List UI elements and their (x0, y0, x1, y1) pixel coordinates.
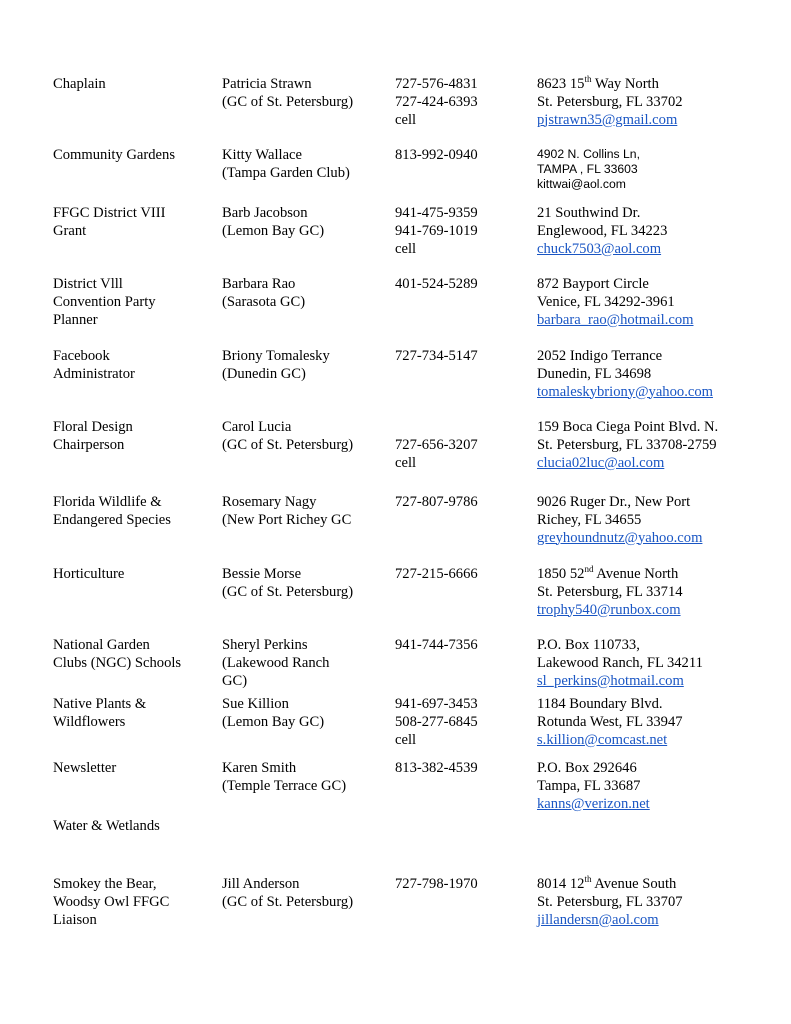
committee-role (53, 276, 213, 329)
email-link[interactable]: sl_perkins@hotmail.com (537, 672, 684, 689)
phone-number: 727-424-6393 (395, 93, 478, 110)
chair-name (222, 566, 390, 602)
street-address (537, 637, 787, 655)
phone-numbers (395, 348, 535, 366)
role-line: Horticulture (53, 566, 125, 582)
role-line: Water & Wetlands (53, 818, 160, 834)
chair-name (222, 494, 390, 530)
email-link[interactable]: pjstrawn35@gmail.com (537, 111, 678, 128)
street-address-part: 159 Boca Ciega Point Blvd. N. (537, 419, 719, 435)
committee-role (53, 494, 213, 530)
email-link[interactable]: clucia02luc@aol.com (537, 454, 665, 471)
street-address-part: 8014 12 (537, 876, 585, 892)
street-address-part: P.O. Box 292646 (537, 760, 637, 776)
role-line: Facebook (53, 348, 110, 364)
street-address-part: P.O. Box 110733, (537, 637, 640, 653)
club-name: (GC of St. Petersburg) (222, 893, 354, 910)
role-line: Native Plants & (53, 696, 147, 712)
phone-number: 727-807-9786 (395, 494, 478, 510)
phone-numbers (395, 876, 535, 894)
city-state-zip: Tampa, FL 33687 (537, 777, 641, 794)
phone-numbers (395, 205, 535, 258)
street-address (537, 876, 787, 894)
mailing-address (537, 205, 787, 258)
role-line: Endangered Species (53, 511, 171, 528)
club-name: (Lemon Bay GC) (222, 222, 325, 239)
committee-role (53, 566, 213, 584)
club-name: (GC of St. Petersburg) (222, 436, 354, 453)
mailing-address (537, 637, 787, 690)
ordinal-suffix: th (584, 74, 592, 84)
street-address (537, 696, 787, 714)
role-line: Chairperson (53, 436, 125, 453)
mailing-address (537, 876, 787, 929)
role-line: Florida Wildlife & (53, 494, 162, 510)
city-state-zip: Englewood, FL 34223 (537, 222, 668, 239)
phone-number: 727-576-4831 (395, 76, 478, 92)
person-name: Rosemary Nagy (222, 494, 317, 510)
street-address-part: Way North (591, 76, 659, 92)
mailing-address (537, 348, 787, 401)
mailing-address (537, 566, 787, 619)
role-line: Newsletter (53, 760, 117, 776)
street-address-part: Avenue North (593, 566, 679, 582)
phone-numbers (395, 566, 535, 584)
club-name: (Tampa Garden Club) (222, 164, 350, 181)
role-line: Chaplain (53, 76, 106, 92)
phone-number: 727-215-6666 (395, 566, 478, 582)
phone-number: 401-524-5289 (395, 276, 478, 292)
mailing-address (537, 494, 787, 547)
chair-name (222, 205, 390, 241)
role-line: FFGC District VIII (53, 205, 166, 221)
club-name: (GC of St. Petersburg) (222, 93, 354, 110)
chair-name (222, 760, 390, 796)
committee-role (53, 348, 213, 384)
phone-type-label: cell (395, 240, 417, 257)
club-name: (Sarasota GC) (222, 293, 306, 310)
role-line: Administrator (53, 365, 135, 382)
club-name: (Lakewood Ranch (222, 654, 330, 671)
street-address-part: 872 Bayport Circle (537, 276, 649, 292)
street-address (537, 76, 787, 94)
phone-number: 508-277-6845 (395, 713, 478, 730)
phone-numbers (395, 276, 535, 294)
city-state-zip: Lakewood Ranch, FL 34211 (537, 654, 703, 671)
street-address (537, 760, 787, 778)
mailing-address (537, 276, 787, 329)
role-line: Grant (53, 222, 87, 239)
email-link[interactable]: barbara_rao@hotmail.com (537, 311, 694, 328)
phone-number (395, 419, 535, 437)
phone-type-label: cell (395, 454, 417, 471)
email-link[interactable]: chuck7503@aol.com (537, 240, 662, 257)
chair-name (222, 147, 390, 183)
phone-numbers (395, 494, 535, 512)
club-name: (Temple Terrace GC) (222, 777, 347, 794)
city-state-zip: Venice, FL 34292-3961 (537, 293, 675, 310)
mailing-address (537, 419, 787, 472)
phone-number: 727-734-5147 (395, 348, 478, 364)
street-address-part: Avenue South (591, 876, 677, 892)
mailing-address (537, 696, 787, 749)
street-address-part: 21 Southwind Dr. (537, 205, 641, 221)
person-name: Briony Tomalesky (222, 348, 330, 364)
role-line: Floral Design (53, 419, 133, 435)
committee-role (53, 637, 213, 673)
street-address-part: 4902 N. Collins Ln, (537, 147, 640, 161)
committee-role (53, 147, 213, 165)
person-name: Karen Smith (222, 760, 297, 776)
city-state-zip: Dunedin, FL 34698 (537, 365, 652, 382)
phone-numbers (395, 696, 535, 749)
email-address: kittwai@aol.com (537, 177, 626, 192)
chair-name (222, 348, 390, 384)
role-line: National Garden (53, 637, 150, 653)
person-name: Barbara Rao (222, 276, 296, 292)
street-address (537, 494, 787, 512)
club-name: (Lemon Bay GC) (222, 713, 325, 730)
chair-name (222, 276, 390, 312)
committee-role (53, 876, 213, 929)
street-address-part: 9026 Ruger Dr., New Port (537, 494, 691, 510)
person-name: Sheryl Perkins (222, 637, 308, 653)
email-link[interactable]: tomaleskybriony@yahoo.com (537, 383, 713, 400)
club-name: GC) (222, 672, 248, 689)
street-address (537, 348, 787, 366)
role-line: Community Gardens (53, 147, 176, 163)
person-name: Bessie Morse (222, 566, 302, 582)
city-state-zip: Rotunda West, FL 33947 (537, 713, 683, 730)
phone-number: 941-769-1019 (395, 222, 478, 239)
role-line: Convention Party (53, 293, 156, 310)
role-line: Planner (53, 311, 98, 328)
phone-numbers (395, 419, 535, 472)
city-state-zip: St. Petersburg, FL 33707 (537, 893, 683, 910)
ordinal-suffix: th (584, 874, 592, 884)
email-link[interactable]: greyhoundnutz@yahoo.com (537, 529, 703, 546)
person-name: Carol Lucia (222, 419, 292, 435)
phone-number: 727-656-3207 (395, 436, 478, 453)
street-address-part: 8623 15 (537, 76, 585, 92)
person-name: Patricia Strawn (222, 76, 312, 92)
committee-role (53, 818, 213, 836)
person-name: Jill Anderson (222, 876, 300, 892)
person-name: Sue Killion (222, 696, 289, 712)
phone-type-label: cell (395, 731, 417, 748)
club-name: (GC of St. Petersburg) (222, 583, 354, 600)
phone-number: 941-475-9359 (395, 205, 478, 221)
role-line: District Vlll (53, 276, 123, 292)
street-address (537, 419, 787, 437)
committee-role (53, 760, 213, 778)
phone-number: 813-382-4539 (395, 760, 478, 776)
mailing-address (537, 760, 787, 813)
street-address (537, 276, 787, 294)
club-name: (Dunedin GC) (222, 365, 306, 382)
city-state-zip: TAMPA , FL 33603 (537, 162, 638, 177)
street-address-part: 1184 Boundary Blvd. (537, 696, 663, 712)
phone-number: 941-697-3453 (395, 696, 478, 712)
phone-number: 941-744-7356 (395, 637, 478, 653)
phone-numbers (395, 760, 535, 778)
chair-name (222, 637, 390, 690)
phone-numbers (395, 637, 535, 655)
city-state-zip: St. Petersburg, FL 33702 (537, 93, 683, 110)
mailing-address (537, 147, 787, 193)
street-address-part: 1850 52 (537, 566, 585, 582)
city-state-zip: Richey, FL 34655 (537, 511, 642, 528)
ordinal-suffix: nd (584, 564, 594, 574)
role-line: Liaison (53, 911, 97, 928)
street-address (537, 147, 787, 162)
email-link[interactable]: jillandersn@aol.com (537, 911, 659, 928)
chair-name (222, 76, 390, 112)
club-name: (New Port Richey GC (222, 511, 352, 528)
role-line: Wildflowers (53, 713, 126, 730)
committee-role (53, 696, 213, 732)
street-address (537, 205, 787, 223)
committee-role (53, 205, 213, 241)
street-address (537, 566, 787, 584)
committee-role (53, 76, 213, 94)
role-line: Clubs (NGC) Schools (53, 654, 182, 671)
chair-name (222, 419, 390, 455)
role-line: Smokey the Bear, (53, 876, 157, 892)
phone-number: 813-992-0940 (395, 147, 478, 163)
chair-name (222, 876, 390, 912)
role-line: Woodsy Owl FFGC (53, 893, 170, 910)
email-link[interactable]: trophy540@runbox.com (537, 601, 681, 618)
committee-role (53, 419, 213, 455)
city-state-zip: St. Petersburg, FL 33714 (537, 583, 683, 600)
phone-type-label: cell (395, 111, 417, 128)
phone-numbers (395, 147, 535, 165)
phone-number: 727-798-1970 (395, 876, 478, 892)
mailing-address (537, 76, 787, 129)
email-link[interactable]: kanns@verizon.net (537, 795, 650, 812)
street-address-part: 2052 Indigo Terrance (537, 348, 663, 364)
person-name: Barb Jacobson (222, 205, 308, 221)
email-link[interactable]: s.killion@comcast.net (537, 731, 668, 748)
city-state-zip: St. Petersburg, FL 33708-2759 (537, 436, 717, 453)
chair-name (222, 696, 390, 732)
person-name: Kitty Wallace (222, 147, 303, 163)
phone-numbers (395, 76, 535, 129)
